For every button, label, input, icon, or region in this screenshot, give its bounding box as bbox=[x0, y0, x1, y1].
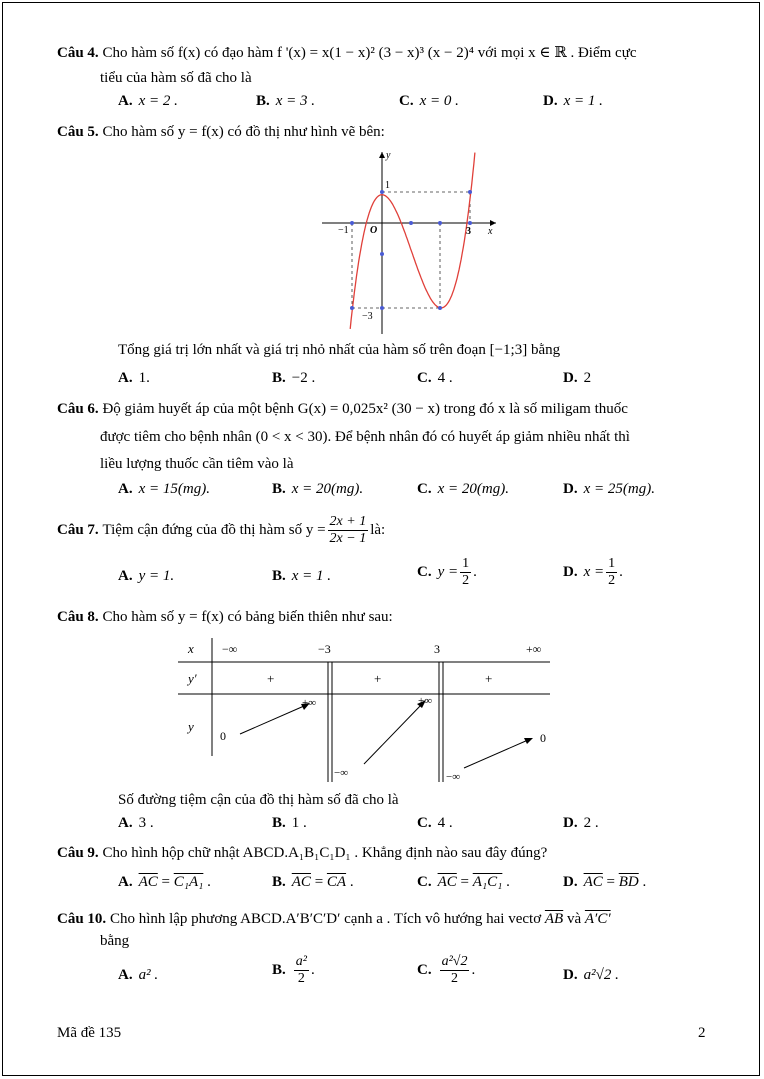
q5-option-a: A. 1. bbox=[118, 370, 150, 386]
row-yprime-label: y′ bbox=[188, 671, 197, 686]
q5-option-b: B. −2 . bbox=[272, 370, 316, 386]
q10-text2: bằng bbox=[100, 933, 130, 949]
q6-line1 bbox=[57, 401, 628, 418]
q7-option-d: D. x = $\frac{1}{2}$ . bbox=[563, 556, 623, 588]
q4-text2: tiểu của hàm số đã cho là bbox=[100, 70, 252, 86]
q5-option-d: D. 2 bbox=[563, 370, 592, 386]
y-axis-arrow bbox=[379, 152, 385, 158]
y-val-pos-inf-1: +∞ bbox=[302, 697, 317, 709]
y-val-pos-inf-2: +∞ bbox=[418, 695, 433, 707]
sign-3: + bbox=[485, 671, 493, 686]
q6-option-a: A. x = 15(mg). bbox=[118, 481, 210, 497]
y-val-0-right: 0 bbox=[540, 731, 546, 745]
q8-option-a: A. 3 . bbox=[118, 815, 154, 831]
variation-table bbox=[178, 636, 552, 784]
q6-option-d: D. x = 25(mg). bbox=[563, 481, 655, 497]
graph-curve bbox=[350, 153, 475, 329]
q7-text-post: là: bbox=[370, 522, 386, 538]
q9-label: Câu 9. bbox=[57, 845, 99, 861]
x-val-neg3: −3 bbox=[318, 642, 331, 656]
q8-label: Câu 8. bbox=[57, 609, 99, 625]
y-val-neg-inf-1: −∞ bbox=[334, 767, 349, 779]
q5-text2: Tổng giá trị lớn nhất và giá trị nhỏ nhất của hàm số trên đoạn [−1;3] bằng bbox=[118, 342, 561, 358]
q6-text2: được tiêm cho bệnh nhân (0 < x < 30). Để bệnh nhân đó có huyết áp giảm nhiều nhất thì bbox=[100, 429, 630, 445]
q8-text2: Số đường tiệm cận của đồ thị hàm số đã cho là bbox=[118, 792, 399, 808]
q8-option-d: D. 2 . bbox=[563, 815, 599, 831]
table-lines bbox=[178, 638, 550, 782]
q10-option-d: D. a²√2 . bbox=[563, 967, 619, 983]
tick-neg1: −1 bbox=[338, 225, 349, 236]
q7-option-a: A. y = 1. bbox=[118, 568, 175, 584]
q4-option-a: A. x = 2 . bbox=[118, 93, 178, 109]
arrows bbox=[240, 704, 528, 768]
q4-line1 bbox=[57, 43, 636, 62]
row-x-label: x bbox=[188, 641, 194, 656]
function-graph bbox=[318, 148, 500, 338]
exam-code: Mã đề 135 bbox=[57, 1025, 122, 1041]
sign-2: + bbox=[374, 671, 382, 686]
x-axis-label: x bbox=[488, 226, 493, 237]
q4-label: Câu 4. bbox=[57, 45, 99, 61]
q6-option-c: C. x = 20(mg). bbox=[417, 481, 509, 497]
q9-option-d: D. $\overline{AC} = \overline{BD}$ . bbox=[563, 874, 647, 890]
q7-label: Câu 7. bbox=[57, 522, 99, 538]
q10-vector-ac: A′C′ bbox=[584, 911, 611, 927]
origin-label: O bbox=[370, 225, 378, 236]
q6-text3: liều lượng thuốc cần tiêm vào là bbox=[100, 456, 294, 472]
q10-label: Câu 10. bbox=[57, 911, 107, 927]
q9-line1 bbox=[57, 845, 547, 862]
row-y-label: y bbox=[188, 719, 194, 734]
y-axis-label: y bbox=[386, 150, 391, 161]
q10-text1: Cho hình lập phương ABCD.A′B′C′D′ cạnh a . Tích vô hướng hai vectơ bbox=[109, 911, 542, 927]
arrow-heads bbox=[301, 700, 533, 744]
q5-text1: Cho hàm số y = f(x) có đồ thị như hình vẽ bên: bbox=[102, 124, 385, 140]
q5-line1 bbox=[57, 124, 385, 141]
q10-line1: Câu 10. Cho hình lập phương ABCD.A′B′C′D′ cạnh a . Tích vô hướng hai vectơ $\overline{AB}$ và A′C′ bbox=[57, 911, 611, 927]
tick-neg3: −3 bbox=[362, 311, 373, 322]
q7-option-c: C. y = $\frac{1}{2}$ . bbox=[417, 556, 477, 588]
tick-3: 3 bbox=[466, 226, 471, 237]
q9-text1: Cho hình hộp chữ nhật ABCD.A₁B₁C₁D₁ . Khẳng định nào sau đây đúng? bbox=[102, 845, 548, 861]
q10-option-b: B. $\frac{\text{a²}}{2}$ . bbox=[272, 954, 315, 986]
q4-option-b: B. x = 3 . bbox=[256, 93, 316, 109]
x-val-pos-inf: +∞ bbox=[526, 642, 542, 656]
q10-vector-ab: $\overline{AB}$ bbox=[544, 911, 564, 927]
y-val-neg-inf-2: −∞ bbox=[446, 771, 461, 783]
sign-1: + bbox=[267, 671, 275, 686]
page-number: 2 bbox=[698, 1025, 706, 1041]
q10-option-a: A. a² . bbox=[118, 967, 159, 983]
q6-option-b: B. x = 20(mg). bbox=[272, 481, 364, 497]
q4-text1: Cho hàm số f(x) có đạo hàm f '(x) = x(1 − x)² (3 − x)³ (x − 2)⁴ với mọi x ∈ ℝ . Điểm cực bbox=[102, 45, 637, 61]
q10-option-c: C. $\frac{\text{a²√2}}{2}$ . bbox=[417, 954, 476, 986]
q9-option-a: A. $\overline{AC} = C_1A_1$ . bbox=[118, 874, 211, 890]
tick-1: 1 bbox=[385, 180, 390, 191]
q9-option-c: C. $\overline{AC} = A_1C_1$ . bbox=[417, 874, 510, 890]
q8-option-b: B. 1 . bbox=[272, 815, 307, 831]
q7-line1 bbox=[57, 514, 385, 547]
x-val-neg-inf: −∞ bbox=[222, 642, 238, 656]
q7-fraction: $\frac{2x + 1}{2x - 1}$ bbox=[329, 514, 367, 546]
q4-option-c: C. x = 0 . bbox=[399, 93, 459, 109]
q8-text1: Cho hàm số y = f(x) có bảng biến thiên như sau: bbox=[102, 609, 393, 625]
q5-label: Câu 5. bbox=[57, 124, 99, 140]
q5-option-c: C. 4 . bbox=[417, 370, 453, 386]
q4-option-d: D. x = 1 . bbox=[543, 93, 603, 109]
q6-label: Câu 6. bbox=[57, 401, 99, 417]
y-val-0-left: 0 bbox=[220, 729, 226, 743]
q7-text-pre: Tiệm cận đứng của đồ thị hàm số y = bbox=[102, 522, 326, 538]
q8-line1 bbox=[57, 609, 393, 626]
q8-option-c: C. 4 . bbox=[417, 815, 453, 831]
x-val-3: 3 bbox=[434, 642, 440, 656]
q6-text1: Độ giảm huyết áp của một bệnh G(x) = 0,025x² (30 − x) trong đó x là số miligam thuốc bbox=[102, 401, 628, 417]
q9-option-b: B. $\overline{AC} = \overline{CA}$ . bbox=[272, 874, 354, 890]
q7-option-b: B. x = 1 . bbox=[272, 568, 332, 584]
